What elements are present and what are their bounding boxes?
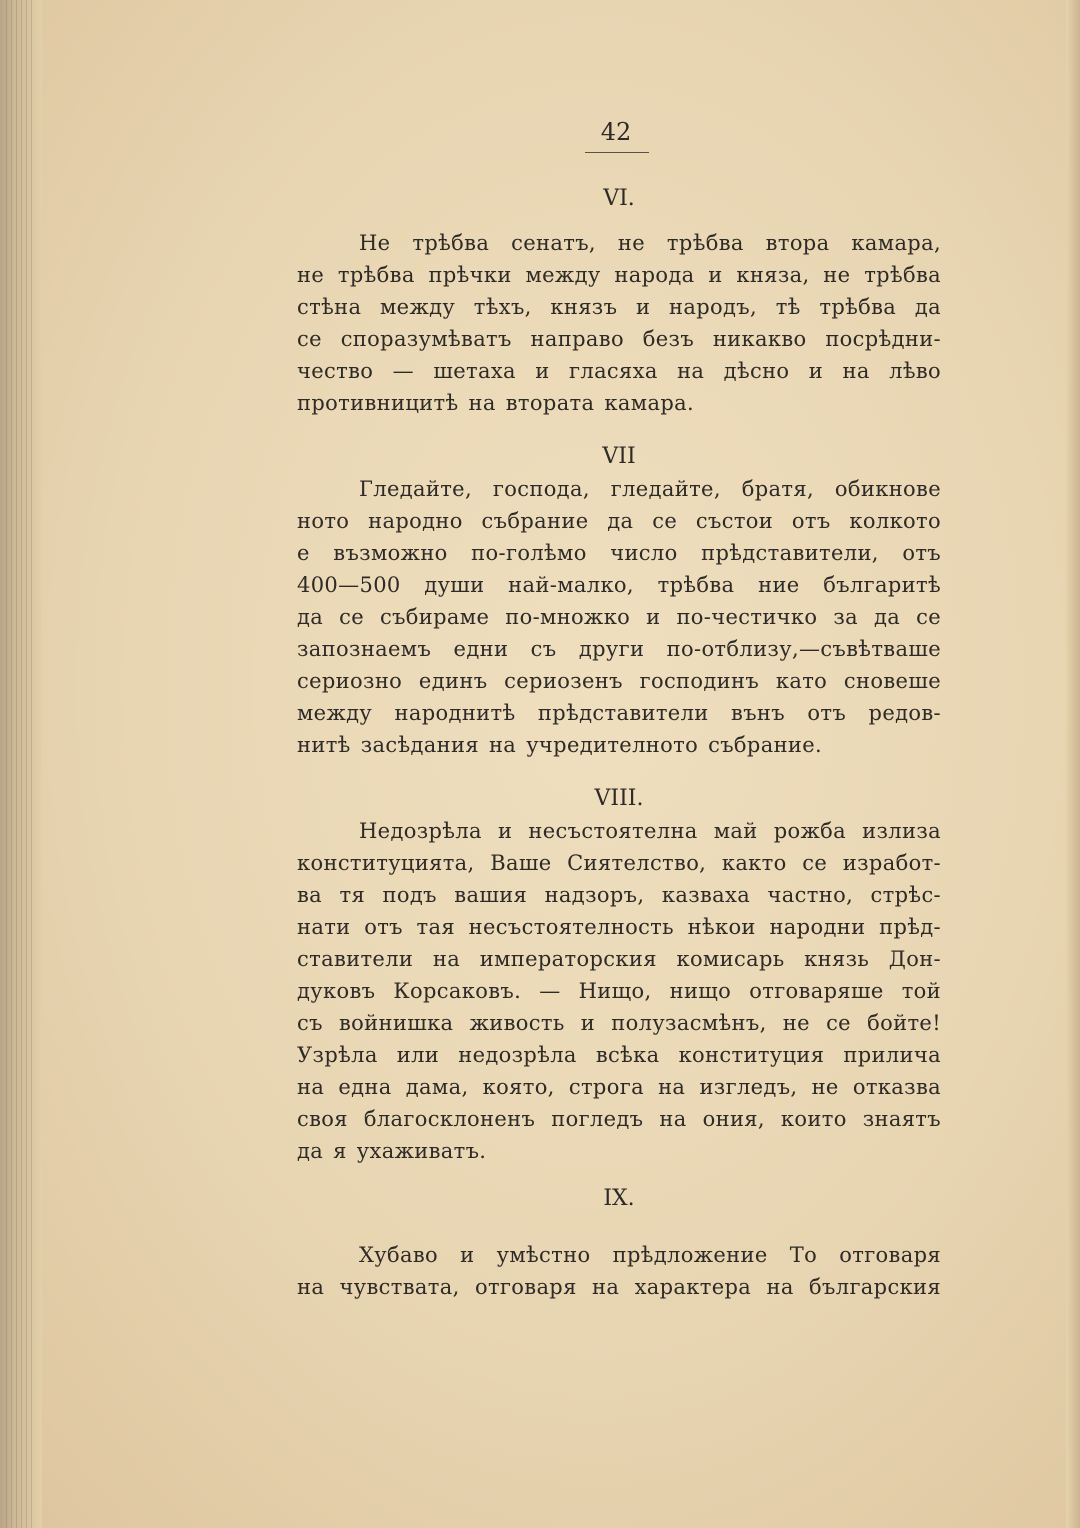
text-line: своя благосклоненъ погледъ на ония, които знаятъ <box>297 1107 941 1131</box>
text-line: между народнитѣ прѣдставители вънъ отъ редов- <box>297 701 941 725</box>
page-right-edge <box>1066 0 1080 1528</box>
section-number-viii: VIII. <box>594 786 644 811</box>
text-line: дуковъ Корсаковъ. — Нищо, нищо отговаряше той <box>297 979 941 1003</box>
text-line: да я ухаживатъ. <box>297 1139 487 1163</box>
text-line: Недозрѣла и несъстоятелна май рожба излиза <box>359 819 941 843</box>
section-number-vii: VII <box>602 444 636 469</box>
page-content <box>297 112 941 1303</box>
text-line: Гледайте, господа, гледайте, братя, обикнове <box>359 477 941 501</box>
text-line: сериозно единъ сериозенъ господинъ като сновеше <box>297 669 941 693</box>
page-number: 42 <box>600 118 632 146</box>
text-line: противницитѣ на втората камара. <box>297 391 695 415</box>
text-line: Не трѣбва сенатъ, не трѣбва втора камара, <box>359 231 941 255</box>
section-number-ix: IX. <box>603 1186 635 1211</box>
section-paragraph-vii <box>297 473 941 761</box>
text-line: конституцията, Ваше Сиятелство, както се изработ- <box>297 851 941 875</box>
text-line: нитѣ засѣдания на учредителното събрание. <box>297 733 823 757</box>
text-line: на една дама, която, строга на изгледъ, не отказва <box>297 1075 941 1099</box>
text-line: Хубаво и умѣстно прѣдложение То отговаря <box>359 1243 941 1267</box>
text-line: 400—500 души най-малко, трѣбва ние българитѣ <box>297 573 941 597</box>
section-paragraph-ix <box>297 1239 941 1303</box>
page-edges <box>6 0 34 1528</box>
text-line: на чувствата, отговаря на характера на българския <box>297 1275 941 1299</box>
book-gutter <box>0 0 42 1528</box>
section-paragraph-vi <box>297 227 941 419</box>
text-line: се споразумѣватъ направо безъ никакво посрѣдни- <box>297 327 941 351</box>
page-number-rule <box>585 152 649 153</box>
text-line: чество — шетаха и гласяха на дѣсно и на лѣво <box>297 359 941 383</box>
text-line: Узрѣла или недозрѣла всѣка конституция прилича <box>297 1043 941 1067</box>
text-line: нати отъ тая несъстоятелность нѣкои народни прѣд- <box>297 915 941 939</box>
text-line: не трѣбва прѣчки между народа и княза, не трѣбва <box>297 263 941 287</box>
text-line: ното народно събрание да се състои отъ колкото <box>297 509 941 533</box>
text-line: съ войнишка живость и полузасмѣнъ, не се бойте! <box>297 1011 941 1035</box>
text-line: е възможно по-голѣмо число прѣдставители, отъ <box>297 541 941 565</box>
text-line: запознаемъ едни съ други по-отблизу,—съвѣтваше <box>297 637 941 661</box>
section-number-vi: VI. <box>603 186 635 211</box>
text-line: стѣна между тѣхъ, князъ и народъ, тѣ трѣбва да <box>297 295 941 319</box>
section-paragraph-viii <box>297 815 941 1167</box>
text-line: да се събираме по-множко и по-честичко за да се <box>297 605 941 629</box>
text-line: ставители на императорския комисарь князь Дон- <box>297 947 941 971</box>
text-line: ва тя подъ вашия надзоръ, казваха частно, стрѣс- <box>297 883 941 907</box>
